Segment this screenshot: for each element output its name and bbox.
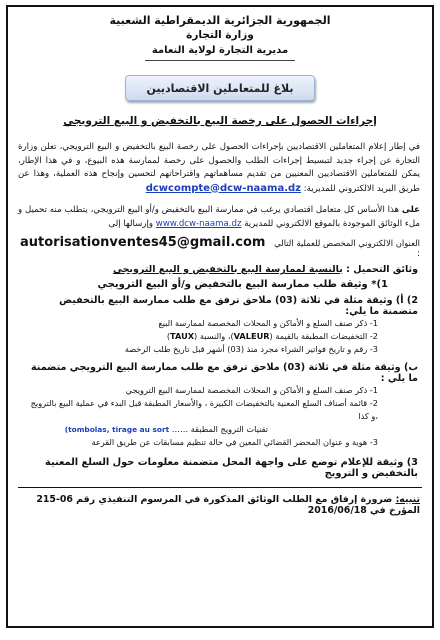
- point-2-post: ): [166, 331, 171, 341]
- submission-email-link[interactable]: autorisationventes45@gmail.com: [20, 235, 266, 250]
- instructions-paragraph: [8, 204, 432, 231]
- techniques-examples: (tombolas, tirage au sort: [64, 425, 170, 434]
- directorate-email-link[interactable]: dcwcompte@dcw-naama.dz: [145, 182, 302, 194]
- note-label: تنبيه:: [395, 494, 420, 505]
- submission-address: [8, 235, 432, 258]
- document-item-2b: ب) وثيقة مثلة في ثلاثة (03) ملاحق ترفق مع طلب ممارسة البيع الترويجي متضمنة ما يلي :: [30, 362, 418, 384]
- item-2b-point-1: 1- ذكر صنف السلع و الأماكن و المحلات المخصصة لممارسة البيع الترويجي: [125, 385, 378, 395]
- documents-heading: [22, 264, 418, 275]
- documents-section: [8, 264, 432, 479]
- document-item-2a: 2) أ) وثيقة مثلة في ثلاثة (03) ملاحق ترفق مع طلب ممارسة البيع بالتخفيض متضمنة ما يلي:: [59, 295, 418, 317]
- ministry-name: وزارة التجارة: [186, 29, 254, 41]
- instructions-tail: وإرسالها إلى: [108, 218, 154, 229]
- header-rule: [145, 60, 295, 61]
- document-item-3: 3) وثيقة للإعلام توضع على واجهة المحل متضمنة معلومات حول السلع المعنية بالتخفيض و الترويج: [45, 457, 418, 479]
- item-2a-point-3: 3- رقم و تاريخ فواتير الشراء مجرد منذ (03) أشهر قبل تاريخ طلب الرخصة: [124, 344, 378, 354]
- address-label: العنوان الالكتروني المخصص للعملية التالي :: [274, 238, 420, 258]
- item-2b-point-3: 3- هوية و عنوان المحضر القضائي المعين في حالة تنظيم مسابقات عن طريق القرعة: [91, 437, 378, 447]
- item-2a-point-2: [22, 330, 418, 343]
- instructions-lead: على: [401, 205, 420, 215]
- notice-subtitle: إجراءات الحصول على رخصة البيع بالتخفيض و البيع الترويجي: [63, 115, 377, 127]
- notice-footnote: [8, 494, 432, 516]
- item-2a-point-1: 1- ذكر صنف السلع و الأماكن و المحلات المخصصة لممارسة البيع: [158, 318, 378, 328]
- intro-paragraph: [8, 141, 432, 196]
- republic-name: الجمهورية الجزائرية الديمقراطية الشعبية: [109, 14, 331, 27]
- instructions-text: هذا الأساس كل متعامل اقتصادي يرغب في ممارسة البيع بالتخفيض و/أو البيع الترويجي، يتطلب منه تحميل و ملء الوثائق الموجودة بالموقع الالكتروني للمديرية: [18, 205, 420, 229]
- item-2b-point-2: 2- قائمة أصناف السلع المعنية بالتخفيضات الكبيرة ، والأسعار المطبقة قبل البدء في عملية البيع بالترويج ،و كذا: [30, 398, 378, 421]
- intro-text: في إطار إعلام المتعاملين الاقتصاديين بإجراءات الحصول على رخصة البيع بالتخفيض و البيع الترويجي، تعلن وزارة التجارة عن إجراء جديد لتبسيط إجراءات الطلب والحصول على رخصة لممارسة هذه البيوع، و في هذا الإطار، يمكن للمتعاملين الاقتصاديين المعنيين من تقديم مساهماتهم واقتراحاتهم لتحسين وإنجاح هذه العملية، وهذا عن طريق البريد الالكتروني للمديرية:: [18, 142, 420, 194]
- letterhead: [8, 7, 432, 61]
- documents-heading-text: بالنسبة لممارسة البيع بالتخفيض و البيع الترويجي: [112, 264, 343, 275]
- item-2b-point-2-continued: [22, 423, 418, 436]
- note-text: ضرورة إرفاق مع الطلب الوثائق المذكورة في المرسوم التنفيذي رقم 06-215 المؤرخ في 2016/06/18: [36, 494, 420, 516]
- point-2-prefix: 2- التخفيضات المطبقة بالقيمة (: [269, 331, 378, 341]
- section-divider: [18, 487, 422, 488]
- notice-page: [6, 5, 434, 628]
- techniques-label: تقنيات الترويج المطبقة: [190, 424, 268, 434]
- website-link[interactable]: www.dcw-naama.dz: [155, 218, 242, 229]
- techniques-dots: ……: [171, 424, 189, 434]
- point-2-mid: )، والنسبة (: [194, 331, 234, 341]
- valeur-term: VALEUR: [233, 331, 270, 341]
- directorate-name: مديرية التجارة لولاية النعامة: [151, 45, 289, 56]
- taux-term: TAUX: [170, 331, 195, 341]
- notice-banner: بلاغ للمتعاملين الاقتصاديين: [125, 75, 315, 101]
- documents-heading-prefix: وثائق التحميل :: [346, 264, 418, 275]
- document-item-1: 1)* وثيقة طلب ممارسة البيع بالتخفيض و/أو البيع الترويجي: [97, 279, 388, 290]
